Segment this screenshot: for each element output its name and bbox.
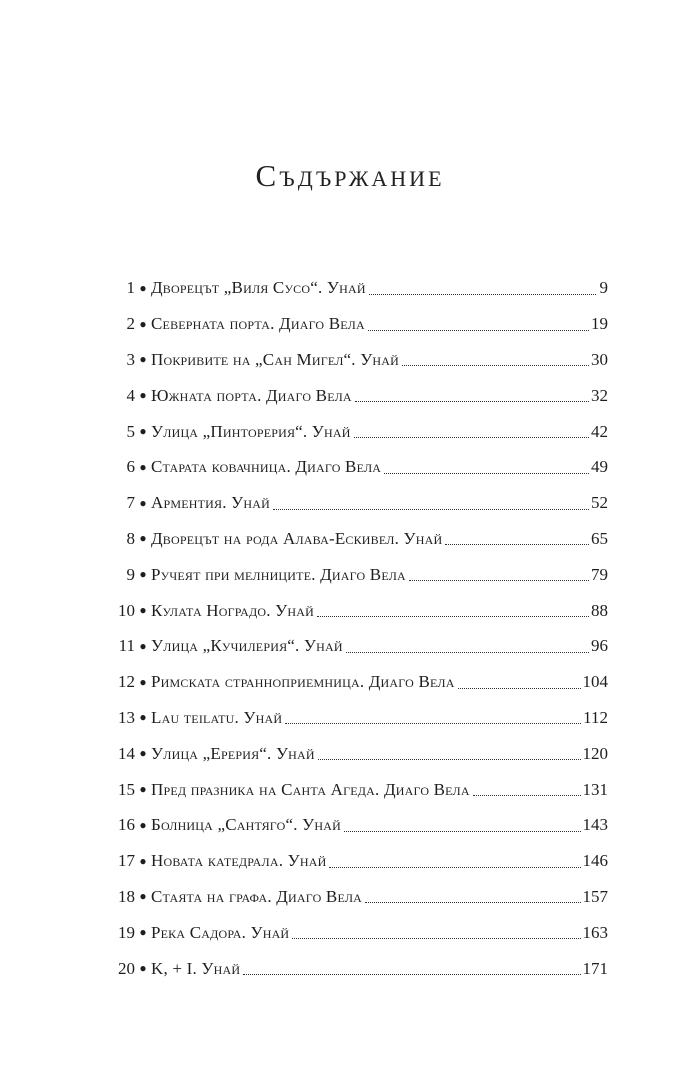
bullet-icon: ● [139, 603, 147, 618]
toc-entry [108, 700, 608, 736]
bullet-icon: ● [139, 495, 147, 510]
page-number: 30 [591, 349, 608, 369]
bullet-icon: ● [139, 567, 147, 582]
toc-entry [108, 521, 608, 557]
chapter-title: Южната порта. Диаго Вела [151, 385, 352, 405]
chapter-number: 17 [118, 851, 135, 871]
toc-entry [108, 556, 608, 592]
chapter-number: 7 [126, 493, 135, 513]
toc-entry [108, 950, 608, 986]
page-number: 112 [583, 707, 608, 727]
page-number: 143 [582, 815, 608, 835]
page-number: 96 [591, 636, 608, 656]
dot-leader [243, 974, 580, 975]
bullet-icon: ● [139, 925, 147, 940]
chapter-title: K, + I. Унай [151, 958, 241, 978]
dot-leader [318, 759, 581, 760]
dot-leader [273, 509, 589, 510]
page-number: 157 [582, 886, 608, 906]
chapter-number: 10 [118, 600, 135, 620]
bullet-icon: ● [139, 459, 147, 474]
chapter-number: 2 [126, 314, 135, 334]
chapter-number: 13 [118, 707, 135, 727]
chapter-number: 11 [118, 636, 135, 656]
toc-entry [108, 449, 608, 485]
dot-leader [329, 867, 580, 868]
chapter-title: Ручеят при мелниците. Диаго Вела [151, 564, 406, 584]
chapter-number: 4 [126, 385, 135, 405]
chapter-title: Пред празника на Санта Агеда. Диаго Вела [151, 779, 470, 799]
chapter-title: Старата ковачница. Диаго Вела [151, 457, 382, 477]
chapter-number: 19 [118, 922, 135, 942]
chapter-title: Улица „Кучилерия“. Унай [151, 636, 343, 656]
chapter-number: 5 [126, 421, 135, 441]
bullet-icon: ● [139, 352, 147, 367]
bullet-icon: ● [139, 280, 147, 295]
dot-leader [445, 544, 589, 545]
chapter-number: 15 [118, 779, 135, 799]
page-number: 88 [591, 600, 608, 620]
page-number: 65 [591, 528, 608, 548]
toc-entry [108, 914, 608, 950]
bullet-icon: ● [139, 961, 147, 976]
page-number: 79 [591, 564, 608, 584]
chapter-title: Улица „Ерерия“. Унай [151, 743, 315, 763]
page-number: 163 [582, 922, 608, 942]
page-number: 19 [591, 314, 608, 334]
toc-entry [108, 879, 608, 915]
dot-leader [473, 795, 581, 796]
chapter-title: Дворецът на рода Алава-Ескивел. Унай [151, 528, 443, 548]
toc-entry [108, 628, 608, 664]
dot-leader [384, 473, 589, 474]
dot-leader [365, 902, 580, 903]
dot-leader [368, 330, 589, 331]
page-number: 131 [582, 779, 608, 799]
table-of-contents [108, 270, 608, 986]
toc-entry [108, 485, 608, 521]
dot-leader [317, 616, 589, 617]
dot-leader [344, 831, 581, 832]
toc-entry [108, 270, 608, 306]
dot-leader [458, 688, 581, 689]
page-number: 42 [591, 421, 608, 441]
chapter-title: Северната порта. Диаго Вела [151, 314, 365, 334]
chapter-title: Покривите на „Сан Мигел“. Унай [151, 349, 400, 369]
toc-entry [108, 377, 608, 413]
toc-entry [108, 771, 608, 807]
bullet-icon: ● [139, 388, 147, 403]
chapter-title: Lau teilatu. Унай [151, 707, 283, 727]
page-title: Съдържание [255, 158, 445, 193]
chapter-title: Римската странноприемница. Диаго Вела [151, 672, 455, 692]
chapter-title: Новата катедрала. Унай [151, 851, 327, 871]
toc-entry [108, 342, 608, 378]
chapter-number: 1 [126, 278, 135, 298]
dot-leader [369, 294, 596, 295]
bullet-icon: ● [139, 853, 147, 868]
dot-leader [355, 401, 589, 402]
bullet-icon: ● [139, 424, 147, 439]
toc-entry [108, 592, 608, 628]
bullet-icon: ● [139, 782, 147, 797]
chapter-number: 16 [118, 815, 135, 835]
chapter-number: 3 [126, 349, 135, 369]
chapter-number: 8 [126, 528, 135, 548]
chapter-number: 20 [118, 958, 135, 978]
chapter-number: 12 [118, 672, 135, 692]
chapter-title: Болница „Сантяго“. Унай [151, 815, 341, 835]
chapter-title: Арментия. Унай [151, 493, 270, 513]
toc-entry [108, 413, 608, 449]
page-number: 120 [582, 743, 608, 763]
toc-entry [108, 664, 608, 700]
dot-leader [402, 365, 589, 366]
chapter-number: 18 [118, 886, 135, 906]
bullet-icon: ● [139, 531, 147, 546]
bullet-icon: ● [139, 889, 147, 904]
dot-leader [346, 652, 589, 653]
bullet-icon: ● [139, 746, 147, 761]
dot-leader [292, 938, 580, 939]
chapter-number: 9 [126, 564, 135, 584]
page-number: 49 [591, 457, 608, 477]
chapter-title: Кулата Ноградо. Унай [151, 600, 314, 620]
page-number: 9 [599, 278, 608, 298]
chapter-title: Река Садора. Унай [151, 922, 290, 942]
page-number: 146 [582, 851, 608, 871]
bullet-icon: ● [139, 817, 147, 832]
chapter-number: 14 [118, 743, 135, 763]
dot-leader [354, 437, 589, 438]
page-number: 32 [591, 385, 608, 405]
toc-entry [108, 306, 608, 342]
chapter-title: Улица „Пинторерия“. Унай [151, 421, 351, 441]
toc-entry [108, 735, 608, 771]
chapter-number: 6 [126, 457, 135, 477]
page-number: 104 [582, 672, 608, 692]
bullet-icon: ● [139, 638, 147, 653]
dot-leader [409, 580, 589, 581]
bullet-icon: ● [139, 674, 147, 689]
bullet-icon: ● [139, 316, 147, 331]
bullet-icon: ● [139, 710, 147, 725]
chapter-title: Стаята на графа. Диаго Вела [151, 886, 363, 906]
toc-entry [108, 807, 608, 843]
chapter-title: Дворецът „Виля Сусо“. Унай [151, 278, 366, 298]
dot-leader [285, 723, 581, 724]
page-number: 171 [582, 958, 608, 978]
toc-entry [108, 843, 608, 879]
page-number: 52 [591, 493, 608, 513]
